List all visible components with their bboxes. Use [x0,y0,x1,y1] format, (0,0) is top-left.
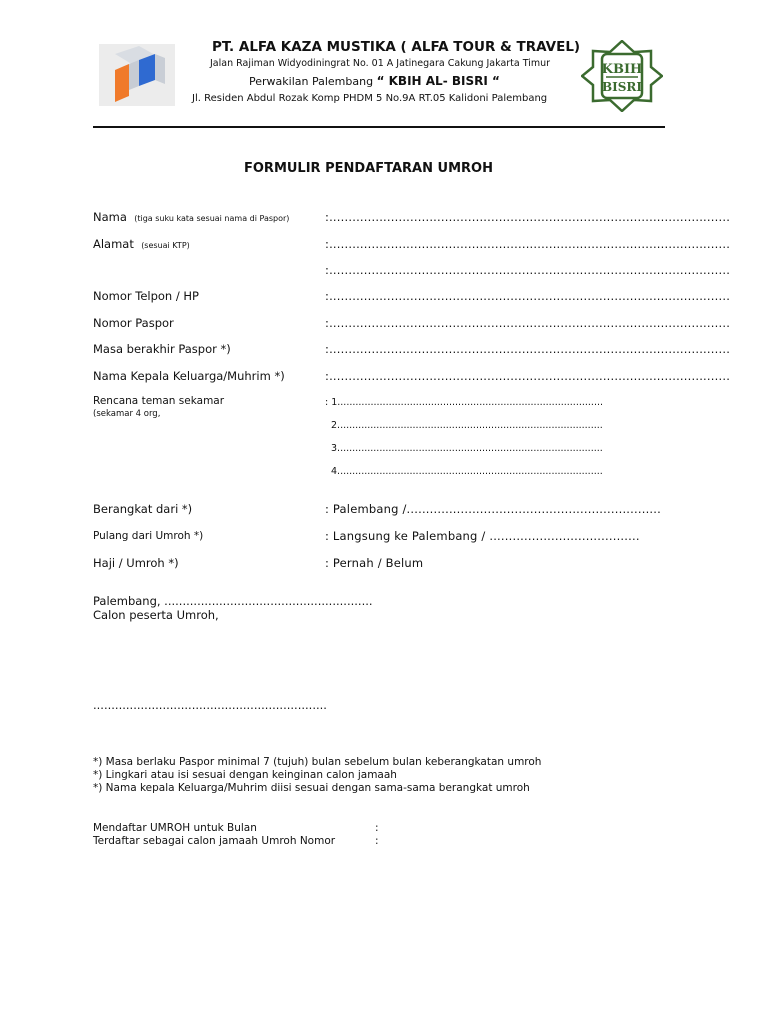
pulang-label: Pulang dari Umroh *) [93,530,204,542]
header-divider [93,126,665,128]
footnote-1: *) Masa berlaku Paspor minimal 7 (tujuh) bulan sebelum bulan keberangkatan umroh [93,756,542,768]
footnote-2: *) Lingkari atau isi sesuai dengan keinginan calon jamaah [93,769,397,781]
paspor-label: Nomor Paspor [93,316,174,330]
paspor-field[interactable]: :........................................................................................................ [325,316,731,330]
alamat-note: (sesuai KTP) [141,241,190,250]
alamat-field-2[interactable]: :........................................................................................................ [325,263,731,277]
kepala-keluarga-field[interactable]: :........................................................................................................ [325,369,731,383]
masa-paspor-field[interactable]: :........................................................................................................ [325,342,731,356]
roommate-field-3[interactable]: 3........................................................................................ [331,443,603,454]
branch-line [249,74,500,88]
badge-text-1: KBIH [601,62,643,77]
branch-name: “ KBIH AL- BISRI “ [376,74,500,88]
nama-label-text: Nama [93,210,127,224]
company-logo [99,44,175,106]
telpon-field[interactable]: :........................................................................................................ [325,289,731,303]
footnote-3: *) Nama kepala Keluarga/Muhrim diisi sesuai dengan sama-sama berangkat umroh [93,782,530,794]
roommate-field-4[interactable]: 4........................................................................................ [331,466,603,477]
nama-label [93,210,289,224]
register-number-label: Terdaftar sebagai calon jamaah Umroh Nomor [93,835,336,847]
rencana-label: Rencana teman sekamar [93,395,225,407]
masa-paspor-label: Masa berakhir Paspor *) [93,342,231,356]
branch-prefix: Perwakilan Palembang [249,75,374,88]
badge-text-2: BISRI [601,80,643,94]
register-month-label: Mendaftar UMROH untuk Bulan [93,822,257,834]
pulang-field[interactable]: : Langsung ke Palembang / ....................................... [325,529,640,543]
alamat-field-1[interactable]: :........................................................................................................ [325,237,731,251]
register-month-field[interactable]: : [375,822,379,834]
head-office-address: Jalan Rajiman Widyodiningrat No. 01 A Jatinegara Cakung Jakarta Timur [210,58,551,69]
haji-umroh-label: Haji / Umroh *) [93,556,179,570]
roommate-field-2[interactable]: 2........................................................................................ [331,420,603,431]
telpon-label: Nomor Telpon / HP [93,289,199,303]
place-date-line[interactable]: Palembang, ......................................................... [93,594,373,608]
kbih-bisri-badge [581,40,663,112]
berangkat-field[interactable]: : Palembang /.................................................................. [325,502,661,516]
form-title: FORMULIR PENDAFTARAN UMROH [244,161,493,176]
nama-note: (tiga suku kata sesuai nama di Paspor) [134,214,290,223]
branch-address: Jl. Residen Abdul Rozak Komp PHDM 5 No.9A RT.05 Kalidoni Palembang [192,93,548,104]
kepala-keluarga-label: Nama Kepala Keluarga/Muhrim *) [93,369,285,383]
nama-field[interactable]: :........................................................................................................ [325,210,731,224]
berangkat-label: Berangkat dari *) [93,502,193,516]
haji-umroh-field[interactable]: : Pernah / Belum [325,556,424,570]
rencana-note: (sekamar 4 org, [93,409,161,419]
company-name: PT. ALFA KAZA MUSTIKA ( ALFA TOUR & TRAVEL) [212,39,581,55]
alamat-label [93,237,190,251]
signature-line[interactable]: ................................................................ [93,698,327,712]
alamat-label-text: Alamat [93,237,134,251]
roommate-field-1[interactable]: : 1........................................................................................ [325,397,604,408]
candidate-label: Calon peserta Umroh, [93,608,219,622]
register-number-field[interactable]: : [375,835,379,847]
